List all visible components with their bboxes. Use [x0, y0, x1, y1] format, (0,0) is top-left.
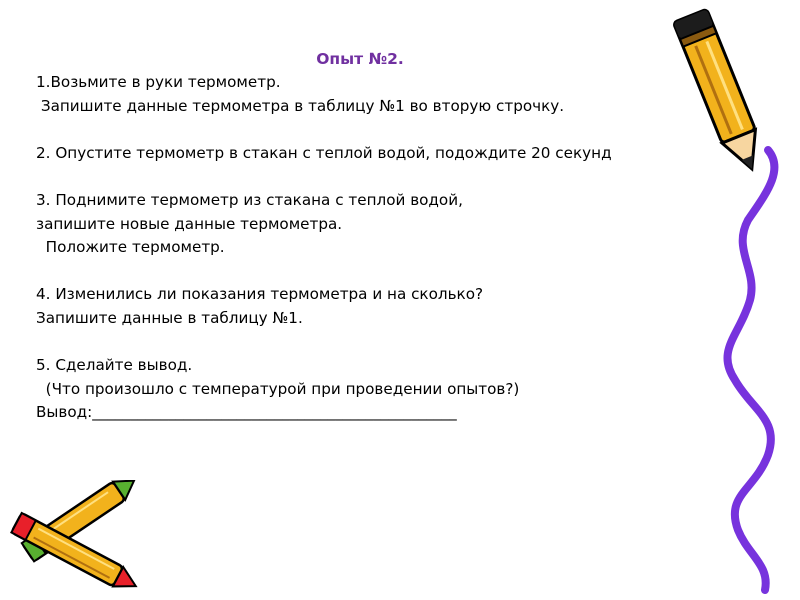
instruction-line — [36, 118, 736, 142]
instruction-line: Запишите данные в таблицу №1. — [36, 308, 303, 327]
instruction-line: 3. Поднимите термометр из стакана с теплой водой, — [36, 190, 463, 209]
instruction-line: Вывод:________________________________________________ — [36, 403, 457, 422]
instruction-line — [36, 165, 736, 189]
instruction-line: 4. Изменились ли показания термометра и на сколько? — [36, 285, 484, 304]
instruction-line — [36, 260, 736, 284]
purple-swirl — [727, 150, 774, 590]
instruction-line — [36, 331, 736, 355]
instruction-line: Положите термометр. — [36, 238, 225, 257]
pencil-with-purple-swirl-icon — [640, 0, 800, 600]
crayons-icon — [0, 480, 160, 600]
instruction-line: запишите новые данные термометра. — [36, 214, 343, 233]
instruction-line: (Что произошло с температурой при проведении опытов?) — [36, 379, 520, 398]
instructions — [36, 71, 736, 425]
instruction-line: 5. Сделайте вывод. — [36, 356, 193, 375]
instruction-line: 2. Опустите термометр в стакан с теплой водой, подождите 20 секунд — [36, 143, 612, 162]
instruction-line: 1.Возьмите в руки термометр. — [36, 73, 281, 91]
slide-title: Опыт №2. — [316, 50, 404, 68]
instruction-line: Запишите данные термометра в таблицу №1 во вторую строчку. — [36, 96, 565, 115]
